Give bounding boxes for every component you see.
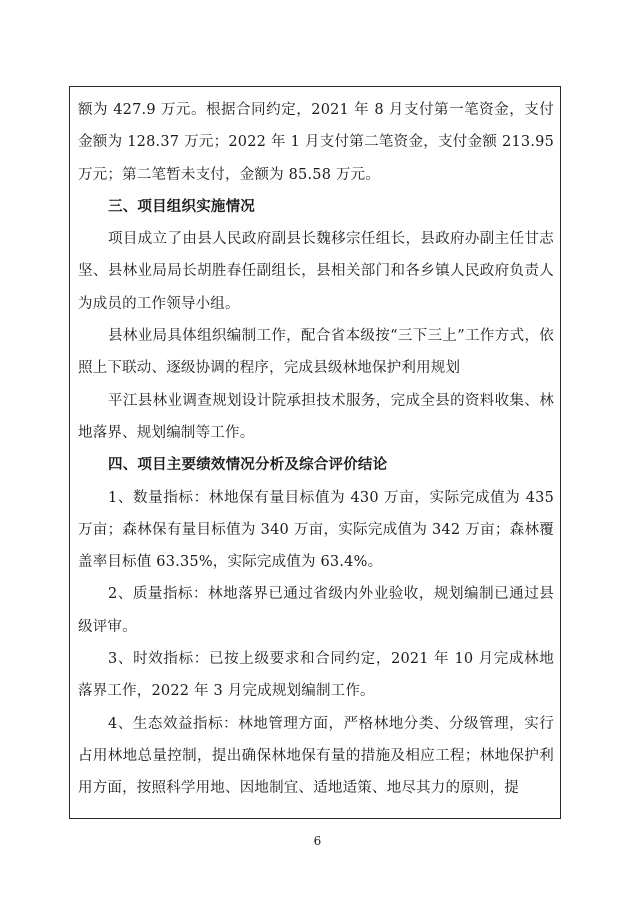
- paragraph-forestry-bureau: 县林业局具体组织编制工作，配合省本级按“三下三上”工作方式，依照上下联动、逐级协调的程序，完成县级林地保护利用规划: [78, 328, 554, 377]
- paragraph-design-institute: 平江县林业调查规划设计院承担技术服务，完成全县的资料收集、林地落界、规划编制等工作。: [78, 392, 554, 441]
- paragraph-ecological-indicators: 4、生态效益指标：林地管理方面，严格林地分类、分级管理，实行占用林地总量控制，提出确保林地保有量的措施及相应工程；林地保护利用方面，按照科学用地、因地制宜、适地适策、地尽其力的原则，提: [78, 715, 554, 797]
- document-body: [78, 94, 554, 805]
- heading-section-4: 四、项目主要绩效情况分析及综合评价结论: [108, 456, 388, 474]
- paragraph-funding-continued: 额为 427.9 万元。根据合同约定，2021 年 8 月支付第一笔资金，支付金额为 128.37 万元；2022 年 1 月支付第二笔资金，支付金额 213.95 万元；第二笔暂未支付，金额为 85.58 万元。: [78, 102, 554, 183]
- paragraph-leadership-group: 项目成立了由县人民政府副县长魏移宗任组长，县政府办副主任甘志坚、县林业局局长胡胜春任副组长，县相关部门和各乡镇人民政府负责人为成员的工作领导小组。: [78, 231, 554, 312]
- paragraph-quantity-indicators: 1、数量指标：林地保有量目标值为 430 万亩，实际完成值为 435 万亩；森林保有量目标值为 340 万亩，实际完成值为 342 万亩；森林覆盖率目标值 63.35%，实际完成值为 63.4%。: [78, 489, 554, 571]
- paragraph-timeliness-indicators: 3、时效指标：已按上级要求和合同约定，2021 年 10 月完成林地落界工作，2022 年 3 月完成规划编制工作。: [78, 651, 554, 700]
- page-number: 6: [313, 834, 322, 848]
- heading-section-3: 三、项目组织实施情况: [108, 197, 255, 215]
- paragraph-quality-indicators: 2、质量指标：林地落界已通过省级内外业验收，规划编制已通过县级评审。: [78, 586, 554, 635]
